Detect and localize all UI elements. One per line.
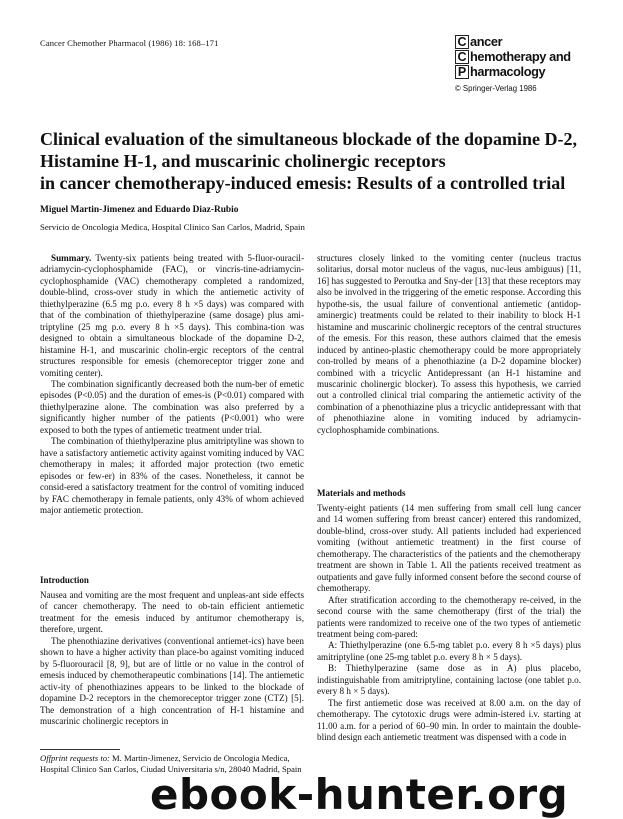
logo-word-cancer: ancer [470, 34, 503, 49]
summary-paragraph: The combination of thiethylperazine plus amitriptyline was shown to have a satisfactory antiemetic activity against vomiting induced by VAC chemotherapy in males; it afforded major protection (two emetic episodes or few-er) in 83% of the cases. Nonetheless, it cannot be consid-ered a satisfactory treatment for the control of vomiting induced by FAC chemotherapy in female patients, only 43% of whom achieved major antiemetic protection. [40, 436, 304, 515]
methods-paragraph: The first antiemetic dose was received at 8.00 a.m. on the day of chemotherapy. The cytotoxic drugs were admin-istered i.v. starting at 11.00 a.m. for a period of 60–90 min. In order to maintain the double-blind design each antiemetic treatment was dispensed with a code in [317, 697, 581, 743]
logo-word-chemotherapy: hemotherapy and [470, 49, 571, 64]
introduction-continued [317, 253, 581, 436]
footnote-divider [40, 749, 120, 750]
introduction-section [40, 590, 304, 727]
introduction-paragraph: The phenothiazine derivatives (conventional antiemet-ics) have been shown to have a higher activity than place-bo against vomiting induced by 5-fluorouracil [8, 9], but are of little or no value in the control of emesis induced by chemotherapeutic combinations [14]. The antiemetic activ-ity of phenothiazines appears to be linked to the blockade of dopamine D-2 receptors in the chemoreceptor trigger zone (CTZ) [5]. The demonstration of a high concentration of H-1 histamine and muscarinic cholinergic receptors in [40, 635, 304, 726]
introduction-heading: Introduction [40, 575, 89, 585]
summary-paragraph: The combination significantly decreased both the num-ber of emetic episodes (P<0.05) and the duration of emes-is (P<0.01) compared with thiethylperazine alone. The combination was also preferred by a significantly higher number of the patients (P<0.001) who were exposed to both the types of antiemetic treatment under trial. [40, 378, 304, 435]
logo-word-pharmacology: harmacology [470, 64, 546, 79]
materials-methods-section [317, 503, 581, 744]
methods-paragraph: A: Thiethylperazine (one 6.5-mg tablet p.o. every 8 h ×5 days) plus amitriptyline (one 25-mg tablet p.o. every 8 h × 5 days). [317, 640, 581, 662]
summary-paragraph [40, 253, 304, 379]
summary-label: Summary. [51, 253, 92, 263]
summary-section [40, 253, 304, 516]
title-line: Histamine H-1, and muscarinic cholinergic receptors [40, 151, 446, 171]
methods-paragraph: Twenty-eight patients (14 men suffering from small cell lung cancer and 14 women suffering from breast cancer) entered this randomized, double-blind, cross-over study. All patients included had experienced vomiting (without antiemetic treatment) in the first course of chemotherapy. The characteristics of the patients and the chemotherapy treatment are shown in Table 1. All the patients received treatment as outpatients and gave fully informed consent before the second course of chemotherapy. [317, 503, 581, 594]
offprint-label: Offprint requests to: [40, 753, 110, 763]
article-title [40, 128, 600, 194]
author-affiliation: Servicio de Oncologia Medica, Hospital Clinico San Carlos, Madrid, Spain [40, 222, 305, 232]
summary-text: Twenty-six patients being treated with 5-fluor-ouracil-adriamycin-cyclophosphamide (FAC), or vincris-tine-adriamycin-cyclophosphamide (VAC) chemotherapy completed a randomized, double-blind, cross-over study in which the antiemetic activity of thiethylperazine (6.5 mg p.o. every 8 h ×5 days) was compared with that of the combination of thiethylperazine (same dosage) plus ami-triptyline (25 mg p.o. every 8 h ×5 days). This combina-tion was designed to obtain a simultaneous blockade of the dopamine D-2, histamine H-1, and muscarinic cholin-ergic receptors of the central structures responsible for emesis (chemoreceptor trigger zone and vomiting center). [40, 253, 304, 378]
journal-reference: Cancer Chemother Pharmacol (1986) 18: 168–171 [40, 38, 219, 48]
logo-letter-c1: C [455, 35, 469, 49]
introduction-paragraph: Nausea and vomiting are the most frequent and unpleas-ant side effects of cancer chemotherapy. The need to ob-tain efficient antiemetic treatment for the emesis induced by antitumor chemotherapy is, therefore, urgent. [40, 590, 304, 635]
logo-letter-c2: C [455, 50, 469, 64]
materials-methods-heading: Materials and methods [317, 488, 406, 498]
introduction-paragraph: structures closely linked to the vomiting center (nucleus tractus solitarius, dorsal motor nucleus of the vagus, nuc-leus ambiguus) [11, 16] has suggested to Peroutka and Sny-der [13] that these receptors may also be involved in the triggering of the emetic response. According this hypothe-sis, the usual failure of conventional antiemetic (antidop-aminergic) treatments could be related to their inability to block H-1 histamine and muscarinic cholinergic receptors of the central structures of the emesis. For this reason, these authors claimed that the emesis induced by antineo-plastic chemotherapy could be more appropriately con-trolled by means of a phenothiazine (a D-2 dopamine blocker) combined with a tricyclic Antidepressant (an H-1 histamine and muscarinic cholinergic blocker). To assess this hypothesis, we carried out a controlled clinical trial comparing the antiemetic activity of the combination of a phenothiazine plus a tricyclic antidepressant with that of phenothiazine alone in vomiting induced by adriamycin-cyclophosphamide combinations. [317, 253, 581, 435]
title-line: in cancer chemotherapy-induced emesis: Results of a controlled trial [40, 173, 566, 193]
offprint-text: M. Martin-Jimenez, Servicio de Oncologia Medica, Hospital Clinico San Carlos, Ciudad Universitaria s/n, 28040 Madrid, Spain [40, 753, 302, 774]
watermark: ebook-hunter.org [150, 770, 569, 819]
logo-letter-p: P [455, 65, 469, 79]
copyright-notice: © Springer-Verlag 1986 [455, 84, 537, 93]
title-line: Clinical evaluation of the simultaneous blockade of the dopamine D-2, [40, 129, 578, 149]
article-authors: Miguel Martin-Jimenez and Eduardo Diaz-Rubio [40, 205, 239, 215]
methods-paragraph: After stratification according to the chemotherapy re-ceived, in the second course with the same chemotherapy (first of the trial) the patients were randomized to receive one of the two types of antiemetic treatment being com-pared: [317, 594, 581, 639]
methods-paragraph: B: Thiethylperazine (same dose as in A) plus placebo, indistinguishable from amitriptyline, containing lactose (one tablet p.o. every 8 h × 5 days). [317, 663, 581, 697]
